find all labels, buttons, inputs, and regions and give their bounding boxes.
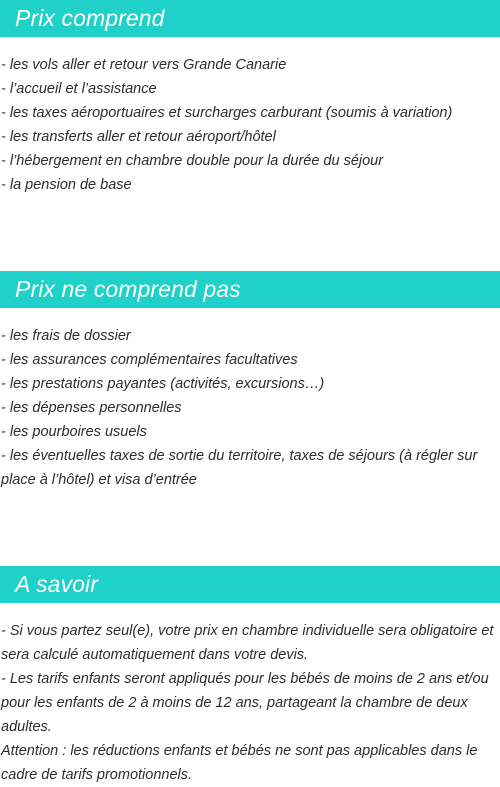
list-item: - les prestations payantes (activités, excursions…) xyxy=(1,376,325,392)
info-list xyxy=(1,619,499,787)
section-header-a-savoir xyxy=(0,566,500,603)
section-title: Prix comprend xyxy=(15,5,165,31)
included-list xyxy=(1,53,499,197)
list-item: Attention : les réductions enfants et bébés ne sont pas applicables dans le cadre de tarifs promotionnels. xyxy=(1,743,478,783)
list-item: - les dépenses personnelles xyxy=(1,400,182,416)
list-item: - l’hébergement en chambre double pour la durée du séjour xyxy=(1,153,384,169)
list-item: - l’accueil et l’assistance xyxy=(1,81,157,97)
list-item: - les pourboires usuels xyxy=(1,424,147,440)
section-header-prix-ne-comprend-pas xyxy=(0,271,500,308)
section-title: A savoir xyxy=(15,571,99,597)
list-item: - les vols aller et retour vers Grande Canarie xyxy=(1,57,287,73)
section-header-prix-comprend xyxy=(0,0,500,37)
list-item: - les taxes aéroportuaires et surcharges carburant (soumis à variation) xyxy=(1,105,453,121)
list-item: - les transferts aller et retour aéroport/hôtel xyxy=(1,129,276,145)
list-item: - les éventuelles taxes de sortie du territoire, taxes de séjours (à régler sur place à l’hôtel) et visa d’entrée xyxy=(1,448,478,488)
list-item: - les assurances complémentaires facultatives xyxy=(1,352,298,368)
list-item: - Les tarifs enfants seront appliqués pour les bébés de moins de 2 ans et/ou pour les enfants de 2 à moins de 12 ans, partageant la chambre de deux adultes. xyxy=(1,671,489,735)
list-item: - la pension de base xyxy=(1,177,132,193)
list-item: - les frais de dossier xyxy=(1,328,131,344)
not-included-list xyxy=(1,324,499,492)
list-item: - Si vous partez seul(e), votre prix en chambre individuelle sera obligatoire et sera calculé automatiquement dans votre devis. xyxy=(1,623,494,663)
section-title: Prix ne comprend pas xyxy=(15,276,241,302)
